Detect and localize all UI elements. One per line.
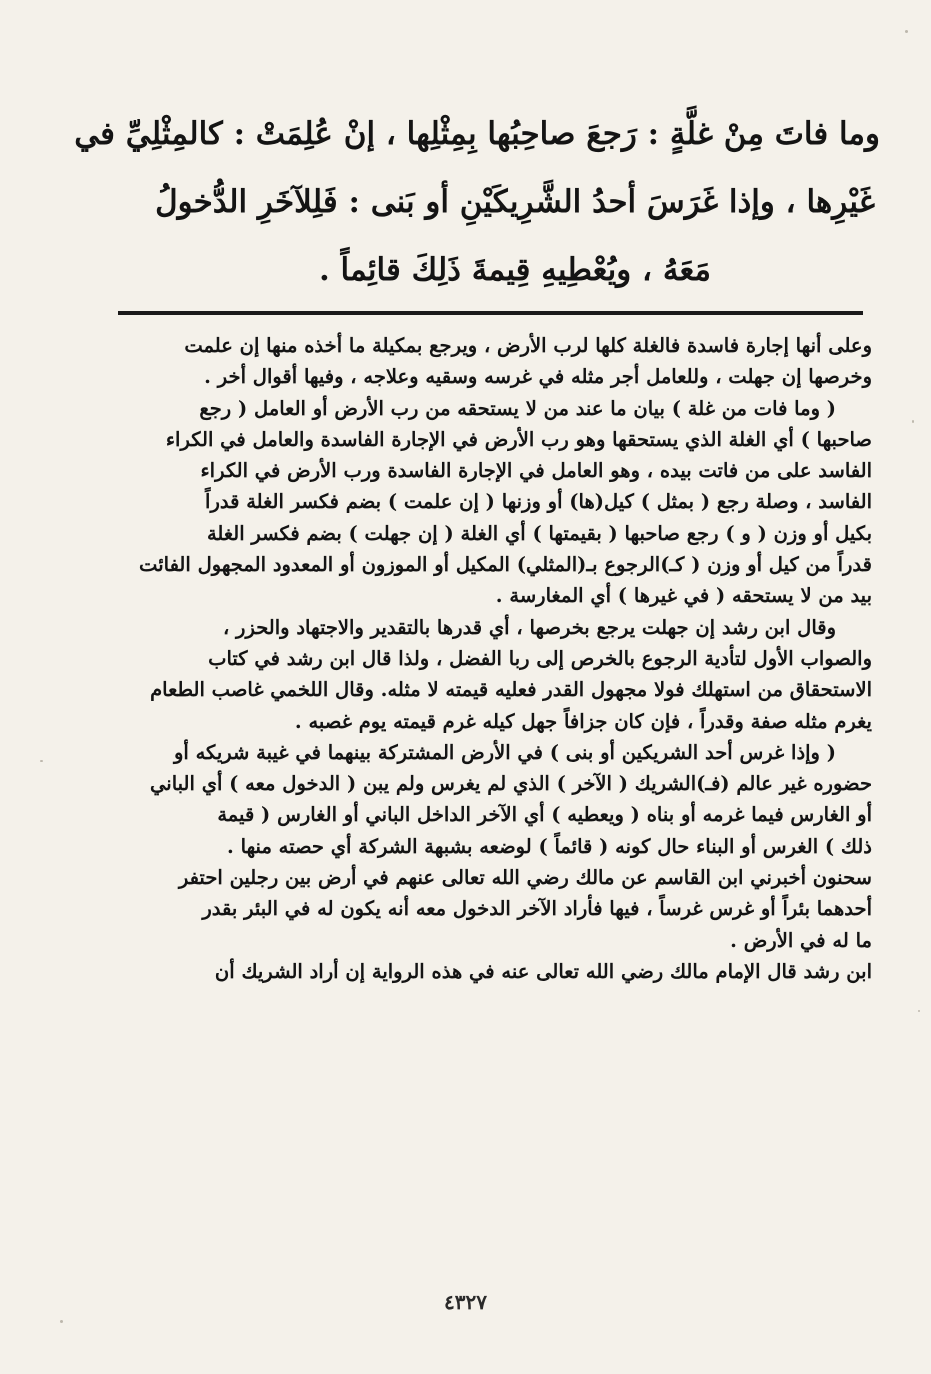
scan-speck	[918, 1010, 920, 1012]
commentary-line: حضوره غير عالم (فـ)الشريك ( الآخر ) الذي لم يغرس ولم يبن ( الدخول معه ) أي الباني	[150, 772, 872, 796]
commentary-line: والصواب الأول لتأدية الرجوع بالخرص إلى ربا الفضل ، ولذا قال ابن رشد في كتاب	[208, 646, 872, 670]
commentary-line: وعلى أنها إجارة فاسدة فالغلة كلها لرب الأرض ، ويرجع بمكيلة ما أخذه منها إن علمت	[184, 334, 872, 357]
commentary-line: وخرصها إن جهلت ، وللعامل أجر مثله في غرسه وسقيه وعلاجه ، وفيها أقوال أخر .	[204, 365, 872, 389]
commentary-line: أو الغارس فيما غرمه أو بناه ( ويعطيه ) أي الآخر الداخل الباني أو الغارس ( قيمة	[217, 803, 872, 827]
main-text-block	[74, 100, 880, 304]
commentary-line: ابن رشد قال الإمام مالك رضي الله تعالى عنه في هذه الرواية إن أراد الشريك أن	[214, 959, 872, 983]
scan-speck	[60, 1320, 63, 1323]
commentary-line: ( وإذا غرس أحد الشريكين أو بنى ) في الأرض المشتركة بينهما في غيبة شريكه أو	[173, 740, 836, 764]
scan-speck	[905, 30, 908, 33]
commentary-line: ما له في الأرض .	[730, 928, 872, 952]
main-text-line: غَيْرِها ، وإذا غَرَسَ أحدُ الشَّرِيكَيْنِ أو بَنى : فَلِلآخَرِ الدُّخولُ	[155, 184, 875, 220]
commentary-line: بيد من لا يستحقه ( في غيرها ) أي المغارسة .	[495, 584, 872, 608]
scan-speck	[40, 760, 43, 762]
separator-rule	[118, 311, 863, 315]
commentary-line: الفاسد ، وصلة رجع ( بمثل ) كيل(ها) أو وزنها ( إن علمت ) بضم فكسر الغلة قدراً	[205, 490, 872, 514]
page-number: ٤٣٢٧	[444, 1290, 487, 1314]
main-text-line: مَعَهُ ، ويُعْطِيهِ قِيمةَ ذَلِكَ قائِماً .	[318, 252, 712, 288]
commentary-line: صاحبها ) أي الغلة الذي يستحقها وهو رب الأرض في الإجارة الفاسدة والعامل في الكراء	[165, 427, 872, 451]
commentary-line: وقال ابن رشد إن جهلت يرجع بخرصها ، أي قدرها بالتقدير والاجتهاد والحزر ،	[222, 615, 836, 639]
commentary-line: ذلك ) الغرس أو البناء حال كونه ( قائماً ) لوضعه بشبهة الشركة أي حصته منها .	[227, 834, 872, 858]
commentary-line: أحدهما بئراً أو غرس غرساً ، فيها فأراد الآخر الدخول معه أنه يكون له في البئر بقدر	[202, 897, 872, 921]
commentary-line: بكيل أو وزن ( و ) رجع صاحبها ( بقيمتها ) أي الغلة ( إن جهلت ) بضم فكسر الغلة	[206, 521, 872, 545]
commentary-line: قدراً من كيل أو وزن ( كـ)الرجوع بـ(المثلي) المكيل أو الموزون أو المعدود المجهول الفائت	[139, 553, 872, 577]
commentary-line: الفاسد على من فاتت بيده ، وهو العامل في الإجارة الفاسدة ورب الأرض في الكراء	[200, 459, 872, 483]
commentary-line: يغرم مثله صفة وقدراً ، فإن كان جزافاً جهل كيله غرم قيمته يوم غصبه .	[294, 709, 872, 733]
scan-speck	[912, 420, 914, 423]
commentary-line: الاستحقاق من استهلك فولا مجهول القدر فعليه قيمته لا مثله. وقال اللخمي غاصب الطعام	[150, 678, 872, 702]
main-text-line: وما فاتَ مِنْ غلَّةٍ : رَجعَ صاحِبُها بِمِثْلِها ، إنْ عُلِمَتْ : كالمِثْلِيِّ في	[74, 116, 880, 152]
commentary-line: سحنون أخبرني ابن القاسم عن مالك رضي الله تعالى عنهم في أرض بين رجلين احتفر	[178, 866, 872, 890]
commentary-text-block	[112, 330, 872, 987]
commentary-line: ( وما فات من غلة ) بيان ما عند من لا يستحقه من رب الأرض أو العامل ( رجع	[199, 396, 836, 420]
